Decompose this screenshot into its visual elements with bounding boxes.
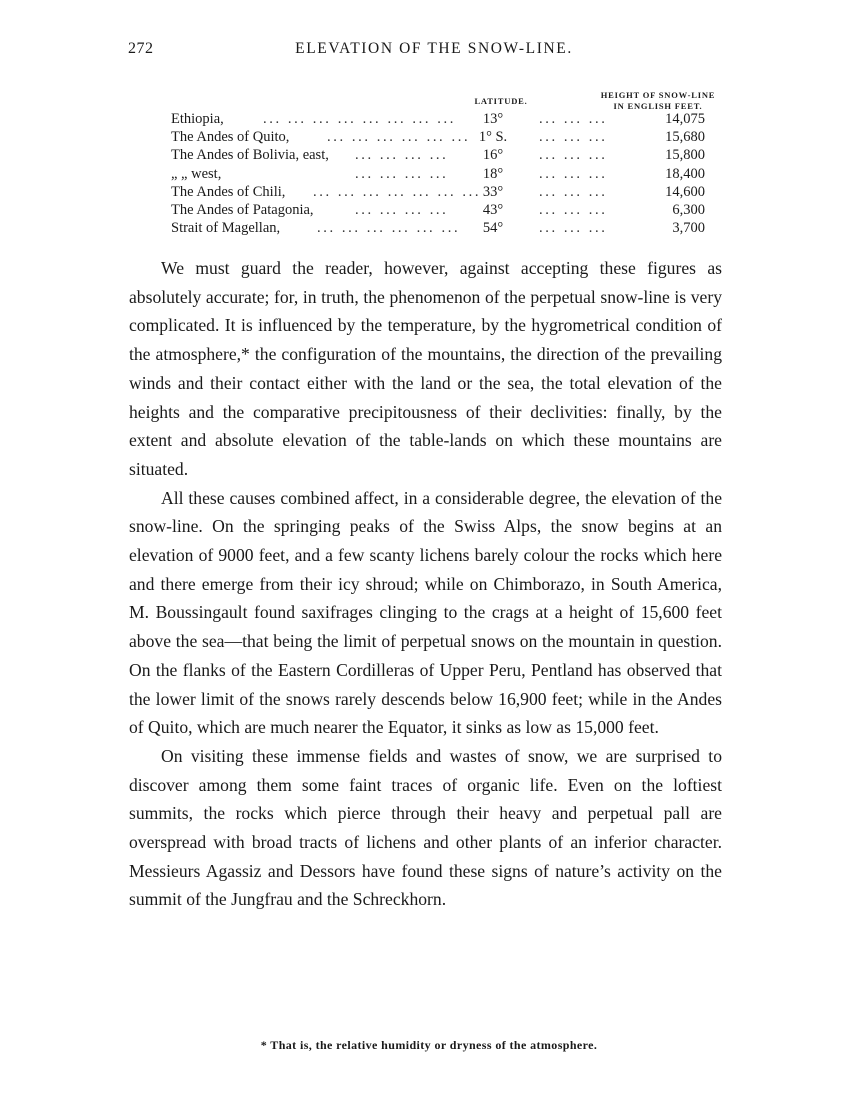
row-height: 18,400 xyxy=(665,165,705,182)
row-latitude: 54° xyxy=(482,220,504,237)
footnote: * That is, the relative humidity or dryness of the atmosphere. xyxy=(260,1038,598,1052)
row-latitude: 13° xyxy=(482,111,504,127)
table-row xyxy=(171,165,731,183)
row-place: Strait of Magellan, xyxy=(171,220,281,237)
row-latitude: 16° xyxy=(482,147,504,164)
row-place: „ „ west, xyxy=(171,165,222,182)
column-header-height xyxy=(583,90,733,112)
row-place: The Andes of Patagonia, xyxy=(171,201,314,218)
leader-dots: ... ... ... xyxy=(539,183,608,200)
row-place: The Andes of Quito, xyxy=(171,129,290,146)
paragraph: We must guard the reader, however, against accepting these figures as absolutely accurate; for, in truth, the phenomenon of the perpetual snow-line is very complicated. It is influenced by the temperature, by the hygrometrical condition of the atmosphere,* the configuration of the mountains, the direction of the prevailing winds and their contact either with the land or the sea, the total elevation of the heights and the comparative precipitousness of their declivities: finally, by the extent and absolute elevation of the table-lands on which these mountains are situated. xyxy=(129,258,722,479)
row-height: 6,300 xyxy=(672,201,705,218)
paragraph: All these causes combined affect, in a considerable degree, the elevation of the snow-line. On the springing peaks of the Swiss Alps, the snow begins at an elevation of 9000 feet, and a few scanty lichens barely colour the rocks which here and there emerge from their icy shroud; while on Chimborazo, in South America, M. Boussingault found saxifrages clinging to the crags at a height of 15,600 feet above the sea—that being the limit of perpetual snows on the mountain in question. On the flanks of the Eastern Cordilleras of Upper Peru, Pentland has observed that the lower limit of the snows rarely descends below 16,900 feet; while in the Andes of Quito, which are much nearer the Equator, it sinks as low as 15,000 feet. xyxy=(129,487,722,738)
leader-dots: ... ... ... xyxy=(539,147,608,164)
leader-dots: ... ... ... ... ... ... ... ... xyxy=(263,111,456,127)
body-text xyxy=(129,254,722,914)
row-height: 15,680 xyxy=(665,129,705,146)
row-place: The Andes of Chili, xyxy=(171,183,286,200)
column-header-height-line2: IN ENGLISH FEET. xyxy=(613,101,703,111)
row-place: The Andes of Bolivia, east, xyxy=(171,147,329,164)
leader-dots: ... ... ... ... xyxy=(355,201,449,218)
row-height: 14,075 xyxy=(665,111,705,127)
table-rows xyxy=(171,110,731,237)
row-latitude: 18° xyxy=(482,165,504,182)
table-row xyxy=(171,183,731,201)
leader-dots: ... ... ... ... ... ... xyxy=(327,129,471,146)
table-row xyxy=(171,128,731,146)
running-title: ELEVATION OF THE SNOW-LINE. xyxy=(295,40,573,57)
leader-dots: ... ... ... ... xyxy=(355,165,449,182)
table-row xyxy=(171,219,731,237)
leader-dots: ... ... ... ... xyxy=(355,147,449,164)
row-height: 3,700 xyxy=(672,220,705,237)
page-number: 272 xyxy=(128,40,154,57)
leader-dots: ... ... ... xyxy=(539,129,608,146)
leader-dots: ... ... ... xyxy=(539,111,608,127)
paragraph: On visiting these immense fields and wastes of snow, we are surprised to discover among them some faint traces of organic life. Even on the loftiest summits, the rocks which pierce through their heavy and perpetual pall are overspread with broad tracts of lichens and other plants of an inferior character. Messieurs Agassiz and Dessors have found these signs of nature’s activity on the summit of the Jungfrau and the Schreckhorn. xyxy=(129,745,722,910)
leader-dots: ... ... ... xyxy=(539,165,608,182)
row-latitude: 33° xyxy=(482,183,504,200)
table-row xyxy=(171,146,731,164)
row-height: 15,800 xyxy=(665,147,705,164)
leader-dots: ... ... ... ... ... ... ... xyxy=(313,183,482,200)
row-latitude: 1° S. xyxy=(478,129,508,146)
table-row xyxy=(171,201,731,219)
leader-dots: ... ... ... xyxy=(539,201,608,218)
row-place: Ethiopia, xyxy=(171,111,224,127)
row-height: 14,600 xyxy=(665,183,705,200)
leader-dots: ... ... ... xyxy=(539,220,608,237)
column-header-height-line1: HEIGHT OF SNOW-LINE xyxy=(600,90,716,100)
page-header xyxy=(128,40,722,64)
column-header-latitude: LATITUDE. xyxy=(474,96,528,106)
table-row xyxy=(171,110,731,128)
row-latitude: 43° xyxy=(482,201,504,218)
leader-dots: ... ... ... ... ... ... xyxy=(317,220,461,237)
